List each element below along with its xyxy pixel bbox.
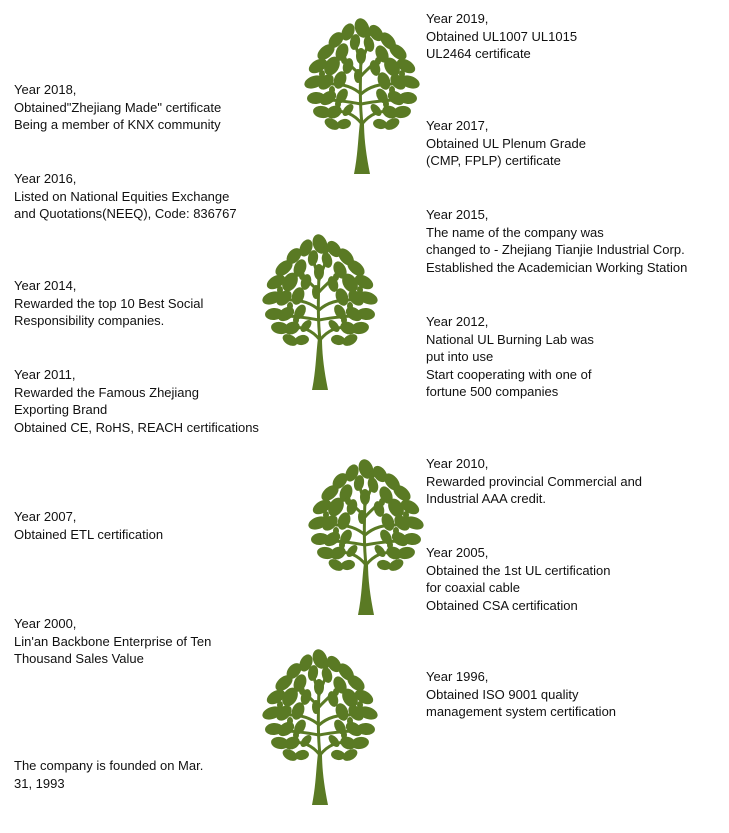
milestone-text: Obtained CSA certification xyxy=(426,597,578,613)
milestone-text: Established the Academician Working Station xyxy=(426,259,688,275)
milestone-year: Year 2019, xyxy=(426,11,489,26)
milestone-text: Obtained UL Plenum Grade xyxy=(426,135,586,151)
milestone-text: Rewarded the top 10 Best Social xyxy=(14,295,204,311)
milestone-2015 xyxy=(426,206,687,276)
milestone-2007 xyxy=(14,508,163,543)
milestone-text: Start cooperating with one of xyxy=(426,366,592,382)
milestone-year: Year 2017, xyxy=(426,118,489,133)
tree-icon xyxy=(256,645,384,805)
milestone-text: management system certification xyxy=(426,704,617,720)
milestone-text: Thousand Sales Value xyxy=(14,651,144,667)
milestone-text: (CMP, FPLP) certificate xyxy=(426,153,561,169)
milestone-year: Year 2007, xyxy=(14,509,77,524)
tree-icon xyxy=(256,230,384,390)
milestone-text: Lin'an Backbone Enterprise of Ten xyxy=(14,633,212,649)
milestone-2000 xyxy=(14,615,211,668)
milestone-2019 xyxy=(426,10,577,63)
milestone-2012 xyxy=(426,313,594,401)
milestone-year: Year 2015, xyxy=(426,207,489,222)
milestone-text: National UL Burning Lab was xyxy=(426,331,594,347)
milestone-year: Year 2012, xyxy=(426,314,489,329)
milestone-2010 xyxy=(426,455,642,508)
milestone-year: Year 2011, xyxy=(14,367,76,382)
milestone-2017 xyxy=(426,117,586,170)
milestone-year: Year 2005, xyxy=(426,545,489,560)
milestone-text: Obtained CE, RoHS, REACH certifications xyxy=(14,419,259,435)
milestone-text: Rewarded the Famous Zhejiang xyxy=(14,384,199,400)
milestone-text: Listed on National Equities Exchange xyxy=(14,188,230,204)
milestone-year: Year 1996, xyxy=(426,669,489,684)
milestone-text: UL2464 certificate xyxy=(426,46,531,62)
milestone-text: The company is founded on Mar. xyxy=(14,758,204,773)
milestone-text: Responsibility companies. xyxy=(14,313,165,329)
milestone-text: Rewarded provincial Commercial and xyxy=(426,473,643,489)
milestone-text: put into use xyxy=(426,349,494,365)
milestone-year: Year 2016, xyxy=(14,171,77,186)
milestone-year: Year 2018, xyxy=(14,82,77,97)
milestone-year: Year 2014, xyxy=(14,278,77,293)
milestone-2005 xyxy=(426,544,611,614)
milestone-text: Obtained UL1007 UL1015 xyxy=(426,28,578,44)
milestone-text: fortune 500 companies xyxy=(426,384,559,400)
milestone-2016 xyxy=(14,170,237,223)
milestone-text: The name of the company was xyxy=(426,224,604,240)
milestone-text: Obtained ETL certification xyxy=(14,526,164,542)
milestone-text: Industrial AAA credit. xyxy=(426,491,546,507)
milestone-text: Exporting Brand xyxy=(14,402,108,418)
milestone-text: Obtained ISO 9001 quality xyxy=(426,686,579,702)
milestone-2018 xyxy=(14,81,221,134)
milestone-text: changed to - Zhejiang Tianjie Industrial Corp. xyxy=(426,242,685,258)
tree-icon xyxy=(298,14,426,174)
milestone-text: 31, 1993 xyxy=(14,775,65,791)
milestone-1996 xyxy=(426,668,616,721)
milestone-2011 xyxy=(14,366,259,436)
milestone-text: Obtained the 1st UL certification xyxy=(426,562,611,578)
milestone-year: Year 2010, xyxy=(426,456,489,471)
milestone-2014 xyxy=(14,277,203,330)
milestone-text: and Quotations(NEEQ), Code: 836767 xyxy=(14,206,237,222)
milestone-text: Obtained"Zhejiang Made" certificate xyxy=(14,99,222,115)
milestone-year: Year 2000, xyxy=(14,616,77,631)
milestone-text: for coaxial cable xyxy=(426,580,520,596)
milestone-text: Being a member of KNX community xyxy=(14,117,221,133)
tree-icon xyxy=(302,455,430,615)
milestone-founded xyxy=(14,757,203,792)
